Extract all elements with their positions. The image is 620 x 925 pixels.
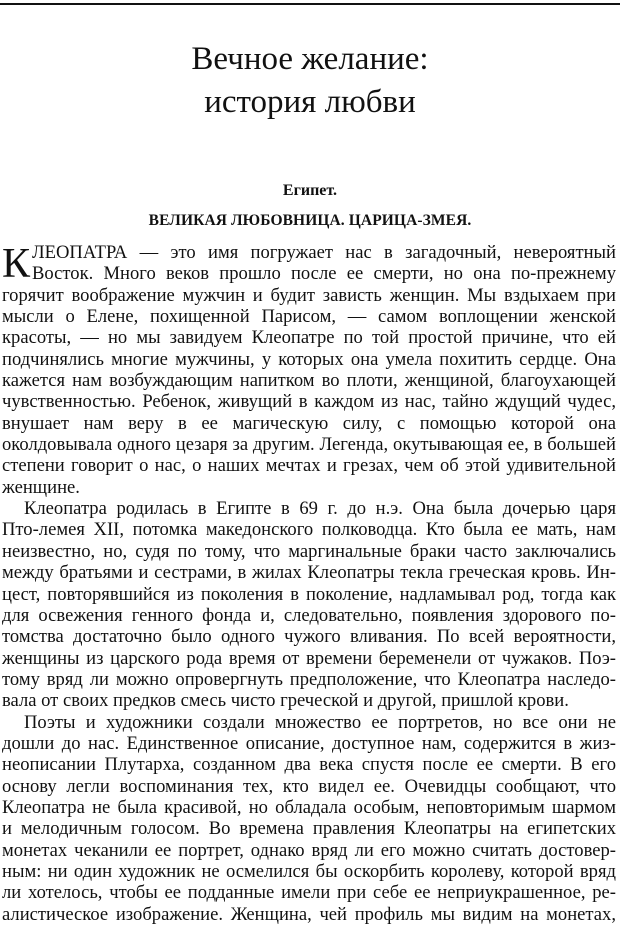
text-line: томства достаточно было одного чужого вливания. По всей вероятности, [2,626,616,648]
text-line: женщины из царского рода время от времени беременели от чужаков. Поэ- [2,647,616,669]
text-line: ным: ни один художник не осмелился бы оскорбить королеву, которой вряд [2,860,616,882]
text-line: и мелодичным голосом. Во времена правления Клеопатры на египетских [2,818,616,840]
text-line: между братьями и сестрами, в жилах Клеопатры текла греческая кровь. Ин- [2,562,616,584]
text-line: мысли о Елене, похищенной Парисом, — самом воплощении женской [2,306,616,328]
section-subtitle: ВЕЛИКАЯ ЛЮБОВНИЦА. ЦАРИЦА-ЗМЕЯ. [148,212,472,229]
text-line: Клеопатра родилась в Египте в 69 г. до н.э. Она была дочерью царя [24,498,616,520]
text-line: Поэты и художники создали множество ее портретов, но все они не [24,711,616,733]
body-text [2,242,616,925]
top-rule-divider [0,3,620,5]
section-heading [0,176,620,236]
text-line: степени говорит о нас, о наших мечтах и грезах, чем об этой удивительной [2,455,616,477]
text-line: чувственностью. Ребенок, живущий в каждом из нас, тайно ждущий чудес, [2,391,616,413]
text-line: внушает нам веру в ее магическую силу, с помощью которой она [2,412,616,434]
text-line: тому вряд ли можно опровергнуть предположение, что Клеопатра наследо- [2,668,616,690]
text-line: красоты, — но мы завидуем Клеопатре по той простой причине, что ей [2,327,616,349]
text-line: ли хотелось, чтобы ее подданные имели при себе ее неприукрашенное, ре- [2,882,616,904]
text-line: околдовывала одного цезаря за другим. Легенда, окутывающая ее, в большей [2,434,616,456]
drop-cap: К [2,241,31,287]
text-line: ЛЕОПАТРА — это имя погружает нас в загадочный, невероятный [32,242,616,263]
text-line: Восток. Много веков прошло после ее смерти, но она по-прежнему [32,263,616,285]
text-line: для освежения генного фонда и, следовательно, появления здорового по- [2,604,616,626]
text-line: монетах чеканили ее портрет, однако вряд ли его можно считать достовер- [2,839,616,861]
text-line: неизвестно, но, судя по тому, что маргинальные браки часто заключались [2,540,616,562]
drop-cap-block [2,242,616,285]
text-line: женщине. [2,476,80,498]
chapter-title-line-1: Вечное желание: [191,41,429,77]
text-line: Пто-лемея XII, потомка македонского полководца. Кто была ее мать, нам [2,519,616,541]
text-line: дошли до нас. Единственное описание, доступное нам, содержится в жиз- [2,732,616,754]
section-country: Египет. [282,182,338,199]
text-line: алистическое изображение. Женщина, чей профиль мы видим на монетах, [2,903,616,925]
text-line: основу легли воспоминания тех, кто видел ее. Очевидцы сообщают, что [2,775,616,797]
chapter-title [0,38,620,124]
text-line: кажется нам возбуждающим напитком во плоти, женщиной, благоухающей [2,370,616,392]
text-line: подчинялись многие мужчины, у которых она умела похитить сердце. Она [2,348,616,370]
text-line: неописании Плутарха, созданном два века спустя после ее смерти. В его [2,754,616,776]
text-line: цест, повторявшийся из поколения в поколение, надламывал род, тогда как [2,583,616,605]
text-line: вала от своих предков смесь чисто греческой и другой, пришлой крови. [2,690,569,712]
text-line: Клеопатра не была красивой, но обладала особым, неповторимым шармом [2,796,616,818]
text-line: горячит воображение мужчин и будит зависть женщин. Мы вздыхаем при [2,284,616,306]
chapter-title-line-2: история любви [204,84,416,120]
